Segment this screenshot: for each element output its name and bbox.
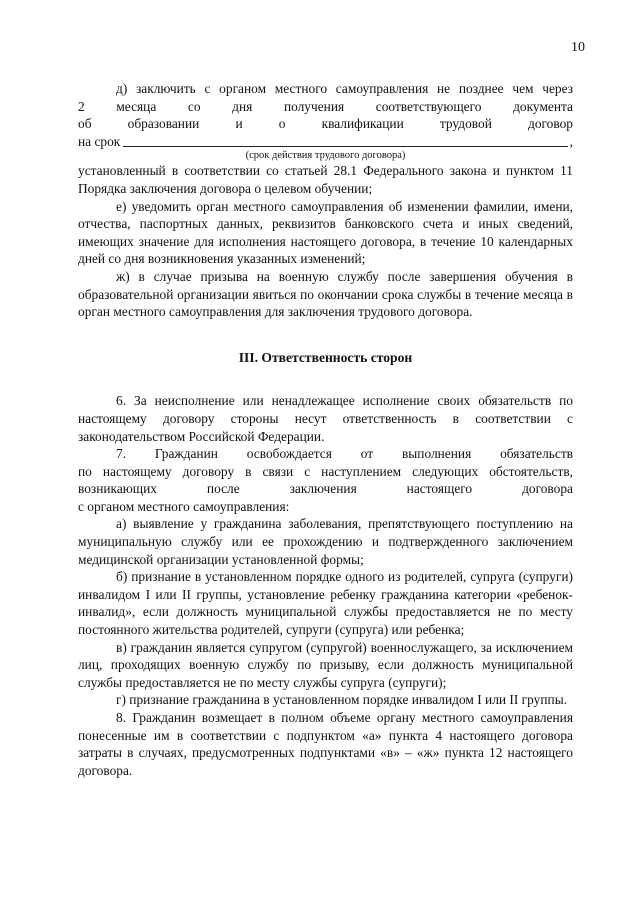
paragraph-8: 8. Гражданин возмещает в полном объеме органу местного самоуправления понесенные им в соответствии с подпунктом «а» пункта 4 настоящего договора затраты в случаях, предусмотренных подпунктами «в» – «ж» пункта 12 настоящего договора.: [78, 710, 573, 778]
item-d-line-4: установленный в соответствии со статьей 28.1 Федерального закона и пунктом 11 Порядка заключения договора о целевом обучении;: [78, 163, 573, 196]
paragraph-7-line-3: возникающих после заключения настоящего договора: [78, 481, 573, 497]
term-field-line: [78, 133, 573, 151]
document-body: [78, 80, 573, 779]
item-b: б) признание в установленном порядке одного из родителей, супруга (супруги) инвалидом I или II группы, установление ребенку гражданина категории «ребенок-инвалид», если должность муниципальной службы предоставляется не по месту постоянного жительства родителей, супруги (супруга) или ребенка;: [78, 569, 573, 638]
item-d-line-2: 2 месяца со дня получения соответствующего документа: [78, 98, 573, 114]
item-a: а) выявление у гражданина заболевания, препятствующего поступлению на муниципальную службу или ее прохождению и подтвержденного заключением медицинской организации установленной формы;: [78, 516, 573, 567]
item-d-line-1: д) заключить с органом местного самоуправления не позднее чем через: [116, 81, 573, 96]
term-label: на срок: [78, 133, 121, 149]
term-blank-underline: [123, 133, 567, 147]
paragraph-7-line-4: с органом местного самоуправления:: [78, 498, 290, 514]
term-comma: ,: [569, 133, 573, 149]
section-title: III. Ответственность сторон: [238, 349, 413, 365]
term-caption: (срок действия трудового договора): [245, 150, 406, 162]
paragraph-7-line-1: 7. Гражданин освобождается от выполнения обязательств: [116, 446, 573, 462]
item-d-line-3: об образовании и о квалификации трудовой договор: [78, 116, 573, 132]
item-v: в) гражданин является супругом (супругой) военнослужащего, за исключением лиц, проходящих военную службу по призыву, если должность муниципальной службы предоставляется не по месту службы супруга (супруги);: [78, 639, 573, 690]
item-e: е) уведомить орган местного самоуправления об изменении фамилии, имени, отчества, паспортных данных, реквизитов банковского счета и иных сведений, имеющих значение для исполнения настоящего договора, в течение 10 календарных дней со дня возникновения указанных изменений;: [78, 198, 573, 267]
page-number: 10: [571, 40, 585, 55]
paragraph-6: 6. За неисполнение или ненадлежащее исполнение своих обязательств по настоящему договору стороны несут ответственность в соответствии с законодательством Российской Федерации.: [78, 393, 573, 444]
paragraph-7-line-2: по настоящему договору в связи с наступлением следующих обстоятельств,: [78, 463, 573, 479]
item-g: г) признание гражданина в установленном порядке инвалидом I или II группы.: [116, 692, 568, 708]
item-zh: ж) в случае призыва на военную службу после завершения обучения в образовательной организации явиться по окончании срока службы в течение месяца в орган местного самоуправления для заключения трудового договора.: [78, 268, 573, 320]
